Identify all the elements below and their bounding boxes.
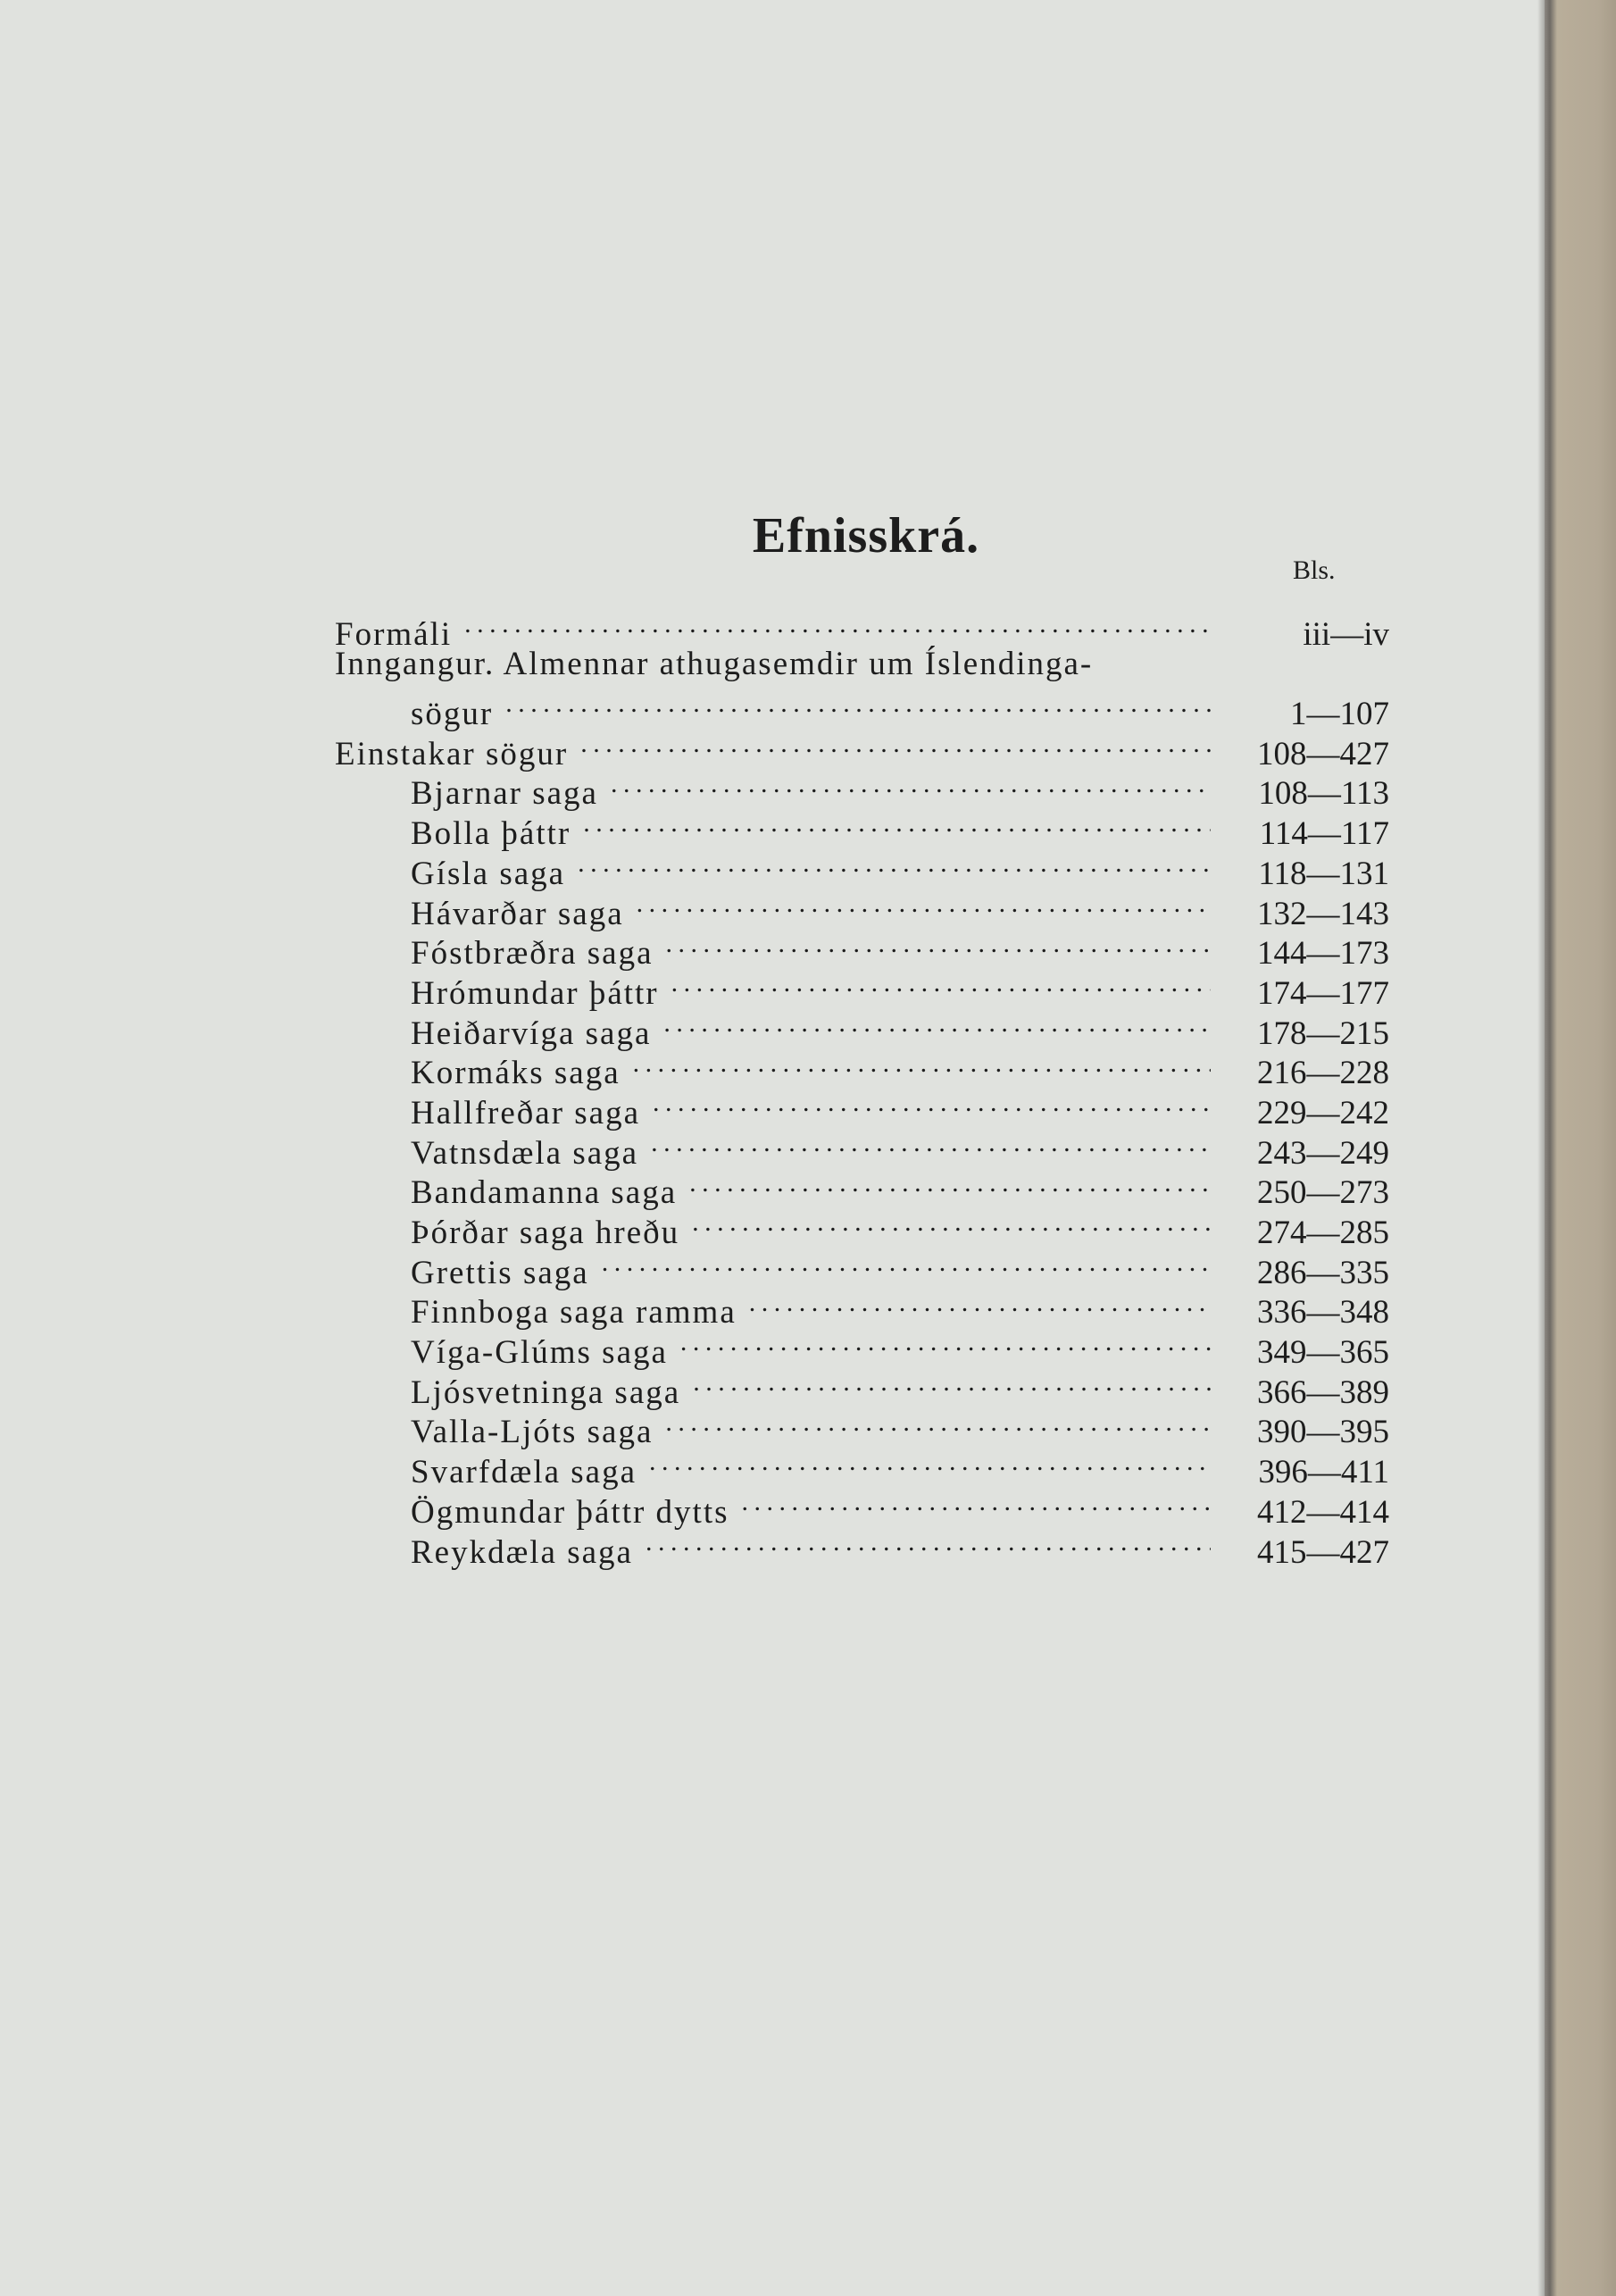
toc-row [335, 884, 1389, 932]
toc-entry-pages: 178—215 [1257, 1014, 1389, 1052]
toc-entry-pages: 1—107 [1290, 696, 1389, 733]
toc-entry-label: Einstakar sögur [335, 735, 569, 772]
toc-entry-pages: 286—335 [1257, 1254, 1389, 1291]
toc-entry-label: Reykdæla saga [411, 1533, 633, 1571]
toc-entry-label: Bandamanna saga [411, 1174, 678, 1212]
toc-entry-pages: 243—249 [1257, 1134, 1389, 1172]
toc-entry-label: Valla-Ljóts saga [411, 1414, 654, 1451]
dot-leader [505, 684, 1211, 724]
toc-entry-pages: 274—285 [1257, 1215, 1389, 1251]
toc-entry-pages: 144—173 [1257, 935, 1389, 973]
toc-entry-pages: 415—427 [1257, 1533, 1389, 1571]
toc-row [335, 924, 1389, 973]
toc-entry-pages: 118—131 [1258, 855, 1389, 892]
toc-row [335, 1123, 1389, 1172]
toc-row [335, 645, 1389, 685]
toc-entry-pages: 132—143 [1257, 895, 1389, 932]
toc-entry-label: Ljósvetninga saga [411, 1373, 681, 1411]
toc-row [335, 1243, 1389, 1291]
toc-entry-label: Svarfdæla saga [411, 1454, 637, 1491]
toc-row [335, 1442, 1389, 1491]
toc-row [335, 1083, 1389, 1131]
toc-entry-pages: 216—228 [1257, 1055, 1389, 1092]
toc-entry-label: Grettis saga [411, 1254, 589, 1291]
dot-leader [680, 1323, 1211, 1363]
toc-entry-label: Ögmundar þáttr dytts [411, 1493, 729, 1531]
toc-entry-pages: 390—395 [1257, 1414, 1389, 1451]
toc-entry-pages: 174—177 [1257, 974, 1389, 1012]
toc-row [335, 1203, 1389, 1251]
dot-leader [665, 1403, 1211, 1443]
toc-row [335, 1164, 1389, 1212]
toc-entry-label: Þórðar saga hreðu [411, 1215, 680, 1251]
toc-entry-label: Bjarnar saga [411, 775, 598, 813]
dot-leader [689, 1164, 1211, 1204]
toc-entry-label: Víga-Glúms saga [411, 1334, 668, 1372]
dot-leader [580, 724, 1211, 764]
dot-leader [663, 1004, 1211, 1044]
dot-leader [578, 844, 1211, 884]
toc-entry-label: sögur [411, 696, 494, 733]
dot-leader [611, 764, 1211, 805]
book-spine [1545, 0, 1616, 2296]
dot-leader [742, 1482, 1211, 1523]
dot-leader [666, 924, 1212, 964]
toc-row [335, 764, 1389, 813]
page-column-header: Bls. [1293, 555, 1336, 585]
toc-entry-label: Kormáks saga [411, 1055, 621, 1092]
toc-entry-label: Formáli [335, 615, 453, 653]
dot-leader [653, 1083, 1211, 1123]
toc-entry-label: Inngangur. Almennar athugasemdir um Íslendinga- [335, 645, 1094, 682]
toc-entry-pages: 396—411 [1258, 1454, 1389, 1491]
toc-row [335, 684, 1389, 733]
toc-entry-label: Hallfreðar saga [411, 1094, 641, 1131]
toc-entry-pages: 108—113 [1258, 775, 1389, 813]
toc-entry-pages: iii—iv [1303, 615, 1389, 653]
toc-entry-pages: 114—117 [1259, 815, 1389, 853]
toc-entry-label: Finnboga saga ramma [411, 1294, 737, 1332]
toc-row [335, 804, 1389, 853]
dot-leader [671, 964, 1211, 1004]
dot-leader [637, 884, 1211, 924]
dot-leader [583, 804, 1211, 844]
toc-entry-label: Gísla saga [411, 855, 566, 892]
toc-row [335, 1004, 1389, 1052]
page-edge-shadow [1537, 0, 1545, 2296]
toc-row [335, 1323, 1389, 1372]
toc-entry-label: Fóstbræðra saga [411, 935, 654, 973]
dot-leader [646, 1523, 1211, 1563]
toc-entry-label: Hrómundar þáttr [411, 974, 659, 1012]
toc-row [335, 1482, 1389, 1531]
dot-leader [464, 605, 1211, 645]
dot-leader [651, 1123, 1211, 1164]
dot-leader [633, 1044, 1211, 1084]
toc-entry-label: Heiðarvíga saga [411, 1014, 652, 1052]
toc-entry-pages: 229—242 [1257, 1094, 1389, 1131]
toc-row [335, 605, 1389, 653]
toc-entry-label: Vatnsdæla saga [411, 1134, 639, 1172]
toc-entry-label: Hávarðar saga [411, 895, 624, 932]
toc-row [335, 844, 1389, 892]
page-title: Efnisskrá. [752, 508, 980, 564]
toc-row [335, 1363, 1389, 1411]
toc-row [335, 724, 1389, 772]
toc-entry-pages: 336—348 [1257, 1294, 1389, 1332]
toc-row [335, 1283, 1389, 1332]
dot-leader [649, 1442, 1211, 1482]
toc-entry [411, 1523, 1389, 1573]
toc-entry-pages: 366—389 [1257, 1373, 1389, 1411]
toc-entry-pages: 349—365 [1257, 1334, 1389, 1372]
dot-leader [692, 1203, 1211, 1243]
dot-leader [602, 1243, 1211, 1283]
toc-row [335, 1403, 1389, 1451]
dot-leader [749, 1283, 1211, 1323]
toc-row [335, 1044, 1389, 1092]
toc-entry-pages: 412—414 [1257, 1493, 1389, 1531]
toc-entry-pages: 250—273 [1257, 1174, 1389, 1212]
toc-entry-label: Bolla þáttr [411, 815, 571, 853]
toc-entry-pages: 108—427 [1257, 735, 1389, 772]
table-of-contents [335, 605, 1389, 1571]
toc-row [335, 1523, 1389, 1571]
toc-row [335, 964, 1389, 1012]
dot-leader [693, 1363, 1211, 1403]
